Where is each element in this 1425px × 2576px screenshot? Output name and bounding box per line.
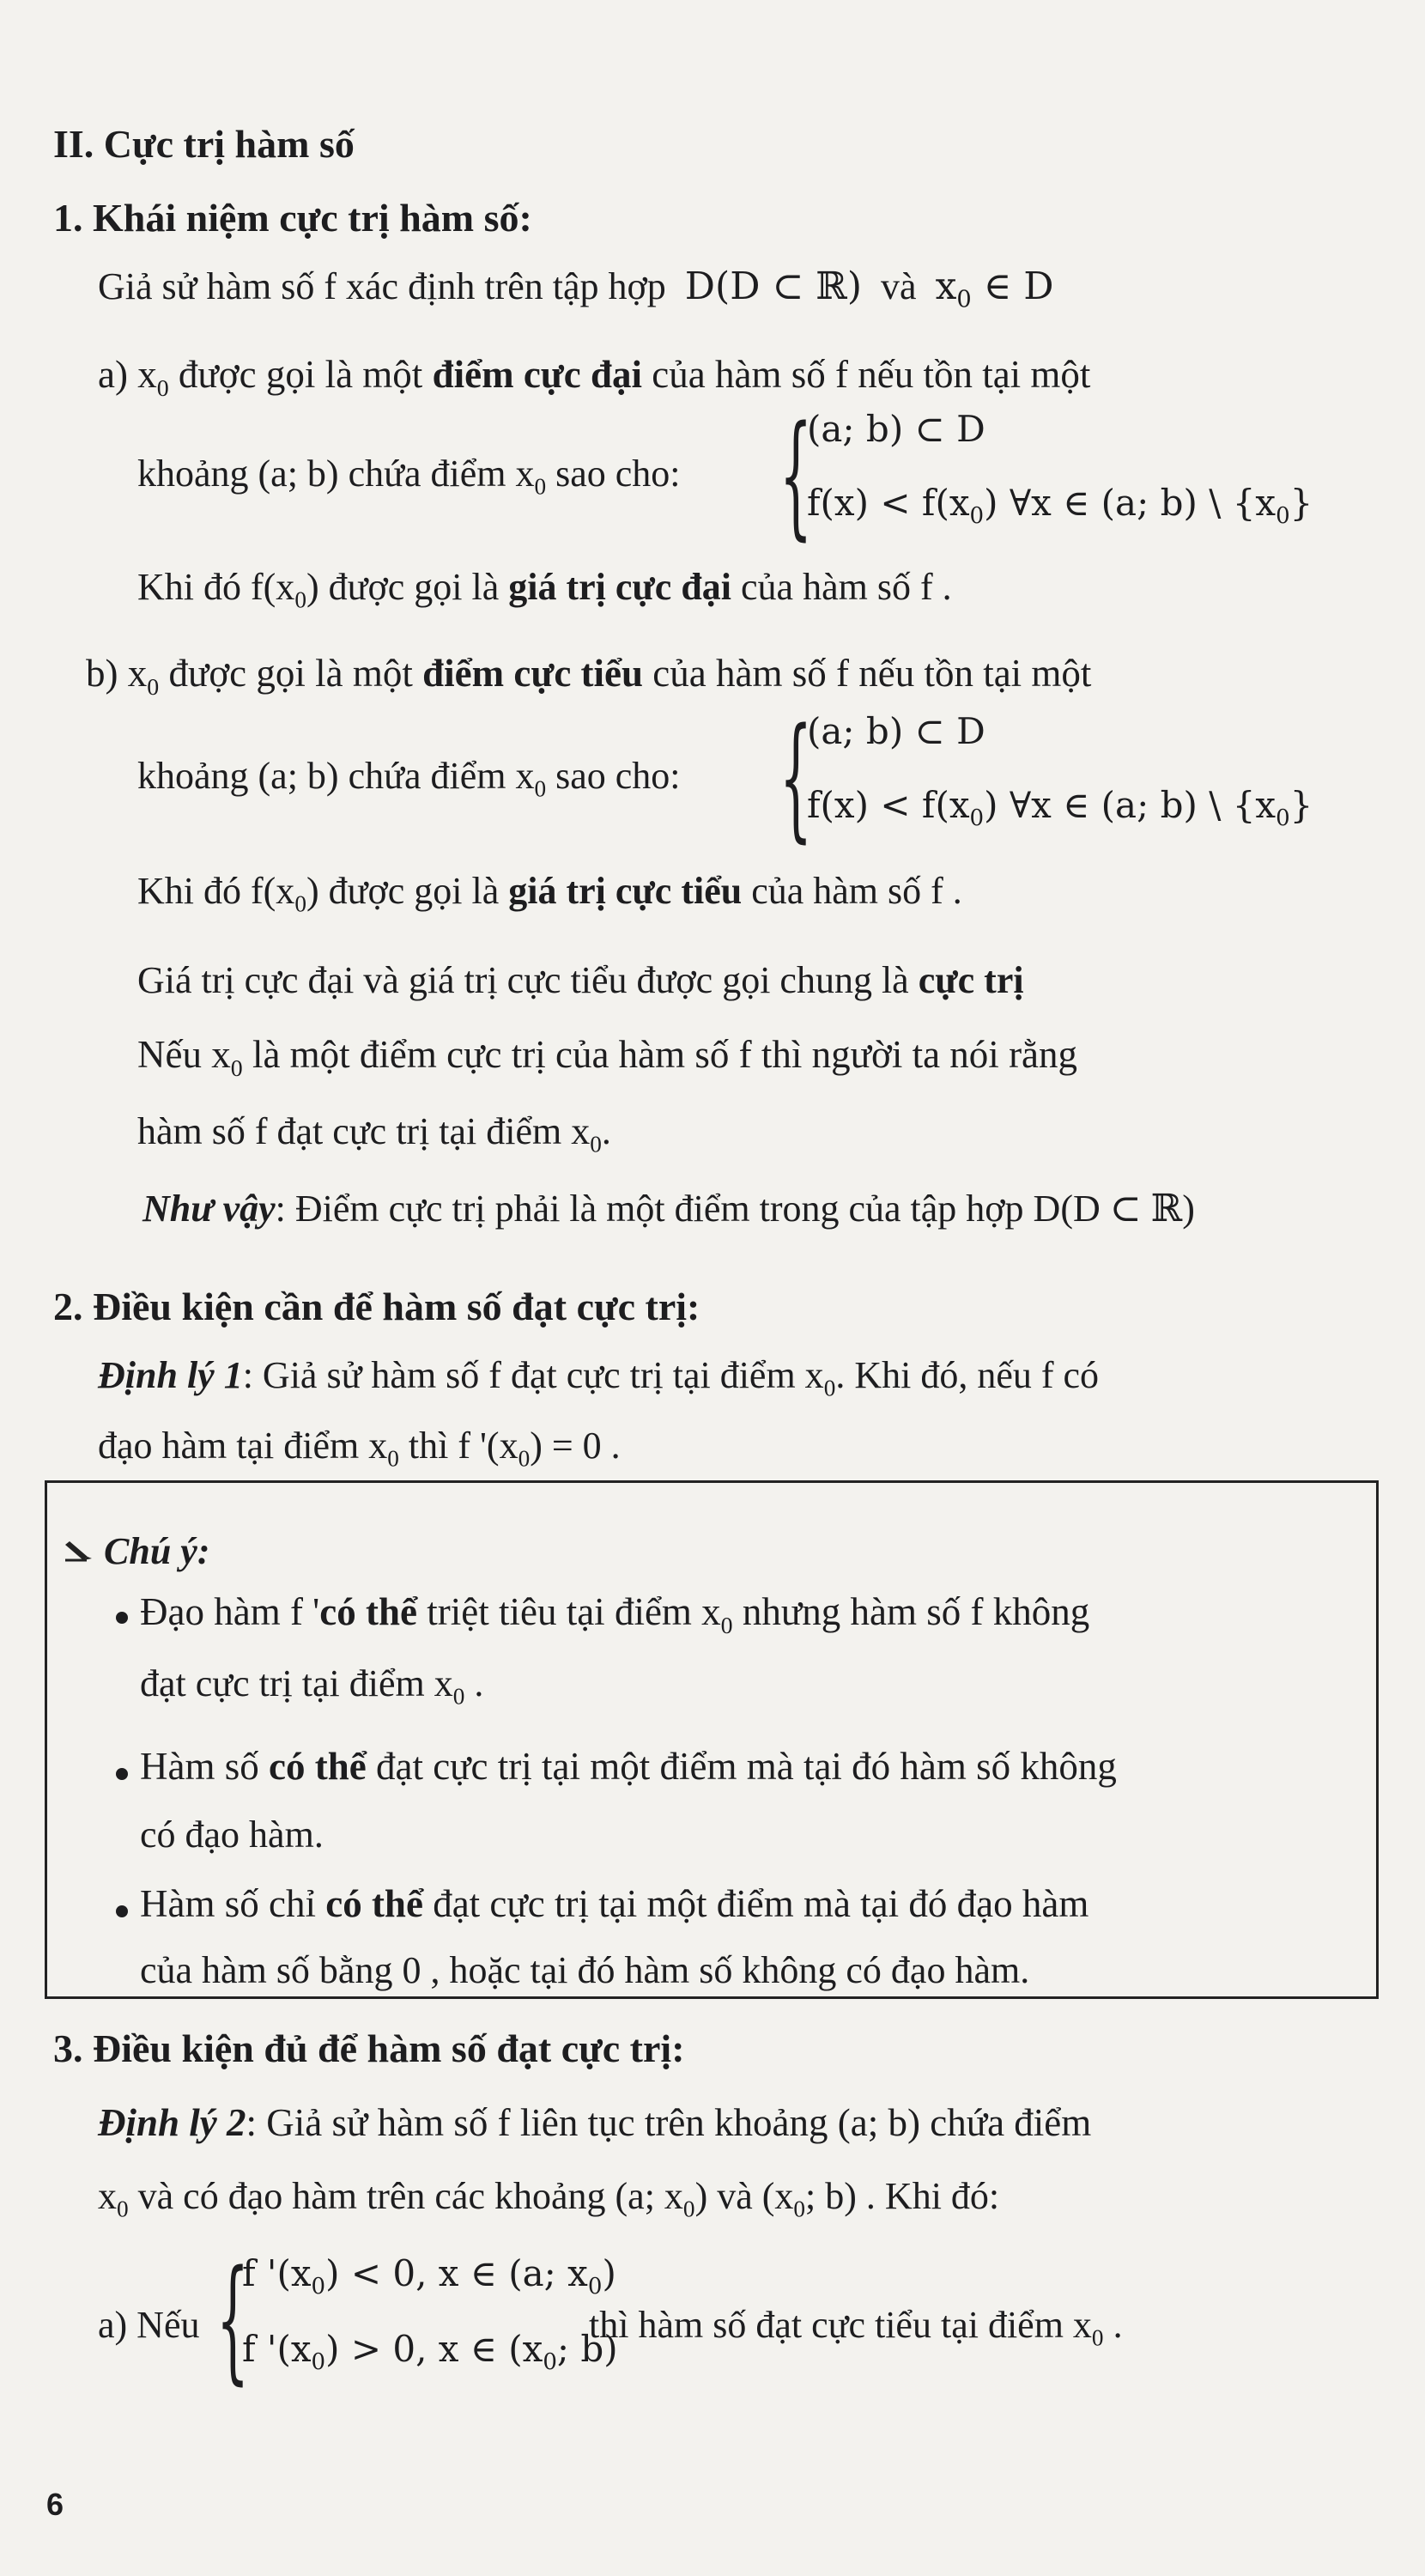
theorem-1: Định lý 1: Giả sử hàm số f đạt cực trị tại điểm $x_0$. Khi đó, nếu f có (98, 1354, 1100, 1401)
s1-b-value: Khi đó $f(x_0)$ được gọi là giá trị cực tiểu của hàm số f . (137, 870, 962, 917)
theorem-2: Định lý 2: Giả sử hàm số f liên tục trên khoảng (a; b) chứa điểm (98, 2101, 1092, 2144)
page-number: 6 (46, 2487, 64, 2522)
subsection-1-title: 1. Khái niệm cực trị hàm số: (53, 196, 532, 240)
note-item-1: Đạo hàm f 'có thể triệt tiêu tại điểm $x_0$ nhưng hàm số f không (140, 1590, 1090, 1639)
s1-a-definition: a) $x_0$ được gọi là một điểm cực đại của hàm số f nếu tồn tại một (98, 353, 1091, 402)
s1-common-statement: Nếu $x_0$ là một điểm cực trị của hàm số f thì người ta nói rằng (137, 1033, 1078, 1082)
left-brace: { (779, 701, 813, 857)
s1-b-definition: b) $x_0$ được gọi là một điểm cực tiểu của hàm số f nếu tồn tại một (86, 652, 1092, 701)
s1-common-definition: Giá trị cực đại và giá trị cực tiểu được gọi chung là cực trị (137, 959, 1024, 1001)
note-box (45, 1480, 1379, 1999)
s1-a-system (779, 398, 1398, 555)
left-brace: { (779, 398, 813, 555)
note-item-1-line-2: đạt cực trị tại điểm $x_0$ . (140, 1662, 484, 1710)
bullet-3 (116, 1905, 128, 1917)
note-item-2-line-2: có đạo hàm. (140, 1814, 324, 1856)
note-item-3-line-2: của hàm số bằng 0 , hoặc tại đó hàm số không có đạo hàm. (140, 1949, 1030, 1991)
pencil-hand-icon (63, 1528, 97, 1576)
s1-a-interval: khoảng (a; b) chứa điểm $x_0$ sao cho: (137, 453, 681, 500)
s1-intro: Giả sử hàm số f xác định trên tập hợp D(D ⊂ ℝ) và $x_0$ ∈ D (98, 264, 1054, 313)
note-item-2: Hàm số có thể đạt cực trị tại một điểm mà tại đó hàm số không (140, 1745, 1117, 1788)
s3-case-a-label: a) Nếu (98, 2304, 200, 2346)
s3-case-a-conclusion: thì hàm số đạt cực tiểu tại điểm $x_0$ . (589, 2304, 1123, 2351)
note-item-3: Hàm số chỉ có thể đạt cực trị tại một điểm mà tại đó đạo hàm (140, 1882, 1089, 1925)
s1-conclusion: Như vậy: Điểm cực trị phải là một điểm trong của tập hợp D(D ⊂ ℝ) (142, 1188, 1195, 1230)
left-brace: { (216, 2243, 250, 2399)
s1-a-system-row-2: $f(x) < f(x_0)$ ∀x ∈ (a; b) \ $\{x_0\}$ (807, 482, 1313, 530)
s1-a-value: Khi đó $f(x_0)$ được gọi là giá trị cực đại của hàm số f . (137, 566, 952, 613)
s1-common-statement-2: hàm số f đạt cực trị tại điểm $x_0$. (137, 1110, 611, 1157)
section-title: II. Cực trị hàm số (53, 122, 355, 166)
s1-b-system-row-2: $f(x) < f(x_0)$ ∀x ∈ (a; b) \ $\{x_0\}$ (807, 784, 1313, 832)
bullet-2 (116, 1768, 128, 1780)
s3-a-system (216, 2243, 618, 2399)
s1-a-system-row-1: (a; b) ⊂ D (807, 408, 985, 450)
subsection-3-title: 3. Điều kiện đủ để hàm số đạt cực trị: (53, 2026, 685, 2070)
subsection-2-title: 2. Điều kiện cần để hàm số đạt cực trị: (53, 1285, 700, 1328)
note-title: Chú ý: (63, 1528, 209, 1576)
s1-b-interval: khoảng (a; b) chứa điểm $x_0$ sao cho: (137, 755, 681, 802)
theorem-2-line-2: $x_0$ và có đạo hàm trên các khoảng (a; $x_0$) và ($x_0$; b) . Khi đó: (98, 2175, 1000, 2222)
s3-a-system-row-1: f '$(x_0) < 0$, x ∈ (a; $x_0$) (242, 2252, 616, 2300)
s3-a-system-row-2: f '$(x_0) > 0$, x ∈ ($x_0$; b) (242, 2328, 618, 2376)
bullet-1 (116, 1612, 128, 1624)
s1-b-system-row-1: (a; b) ⊂ D (807, 710, 985, 752)
theorem-1-line-2: đạo hàm tại điểm $x_0$ thì f '$(x_0) = 0$ . (98, 1425, 621, 1472)
s1-b-system (779, 701, 1398, 857)
